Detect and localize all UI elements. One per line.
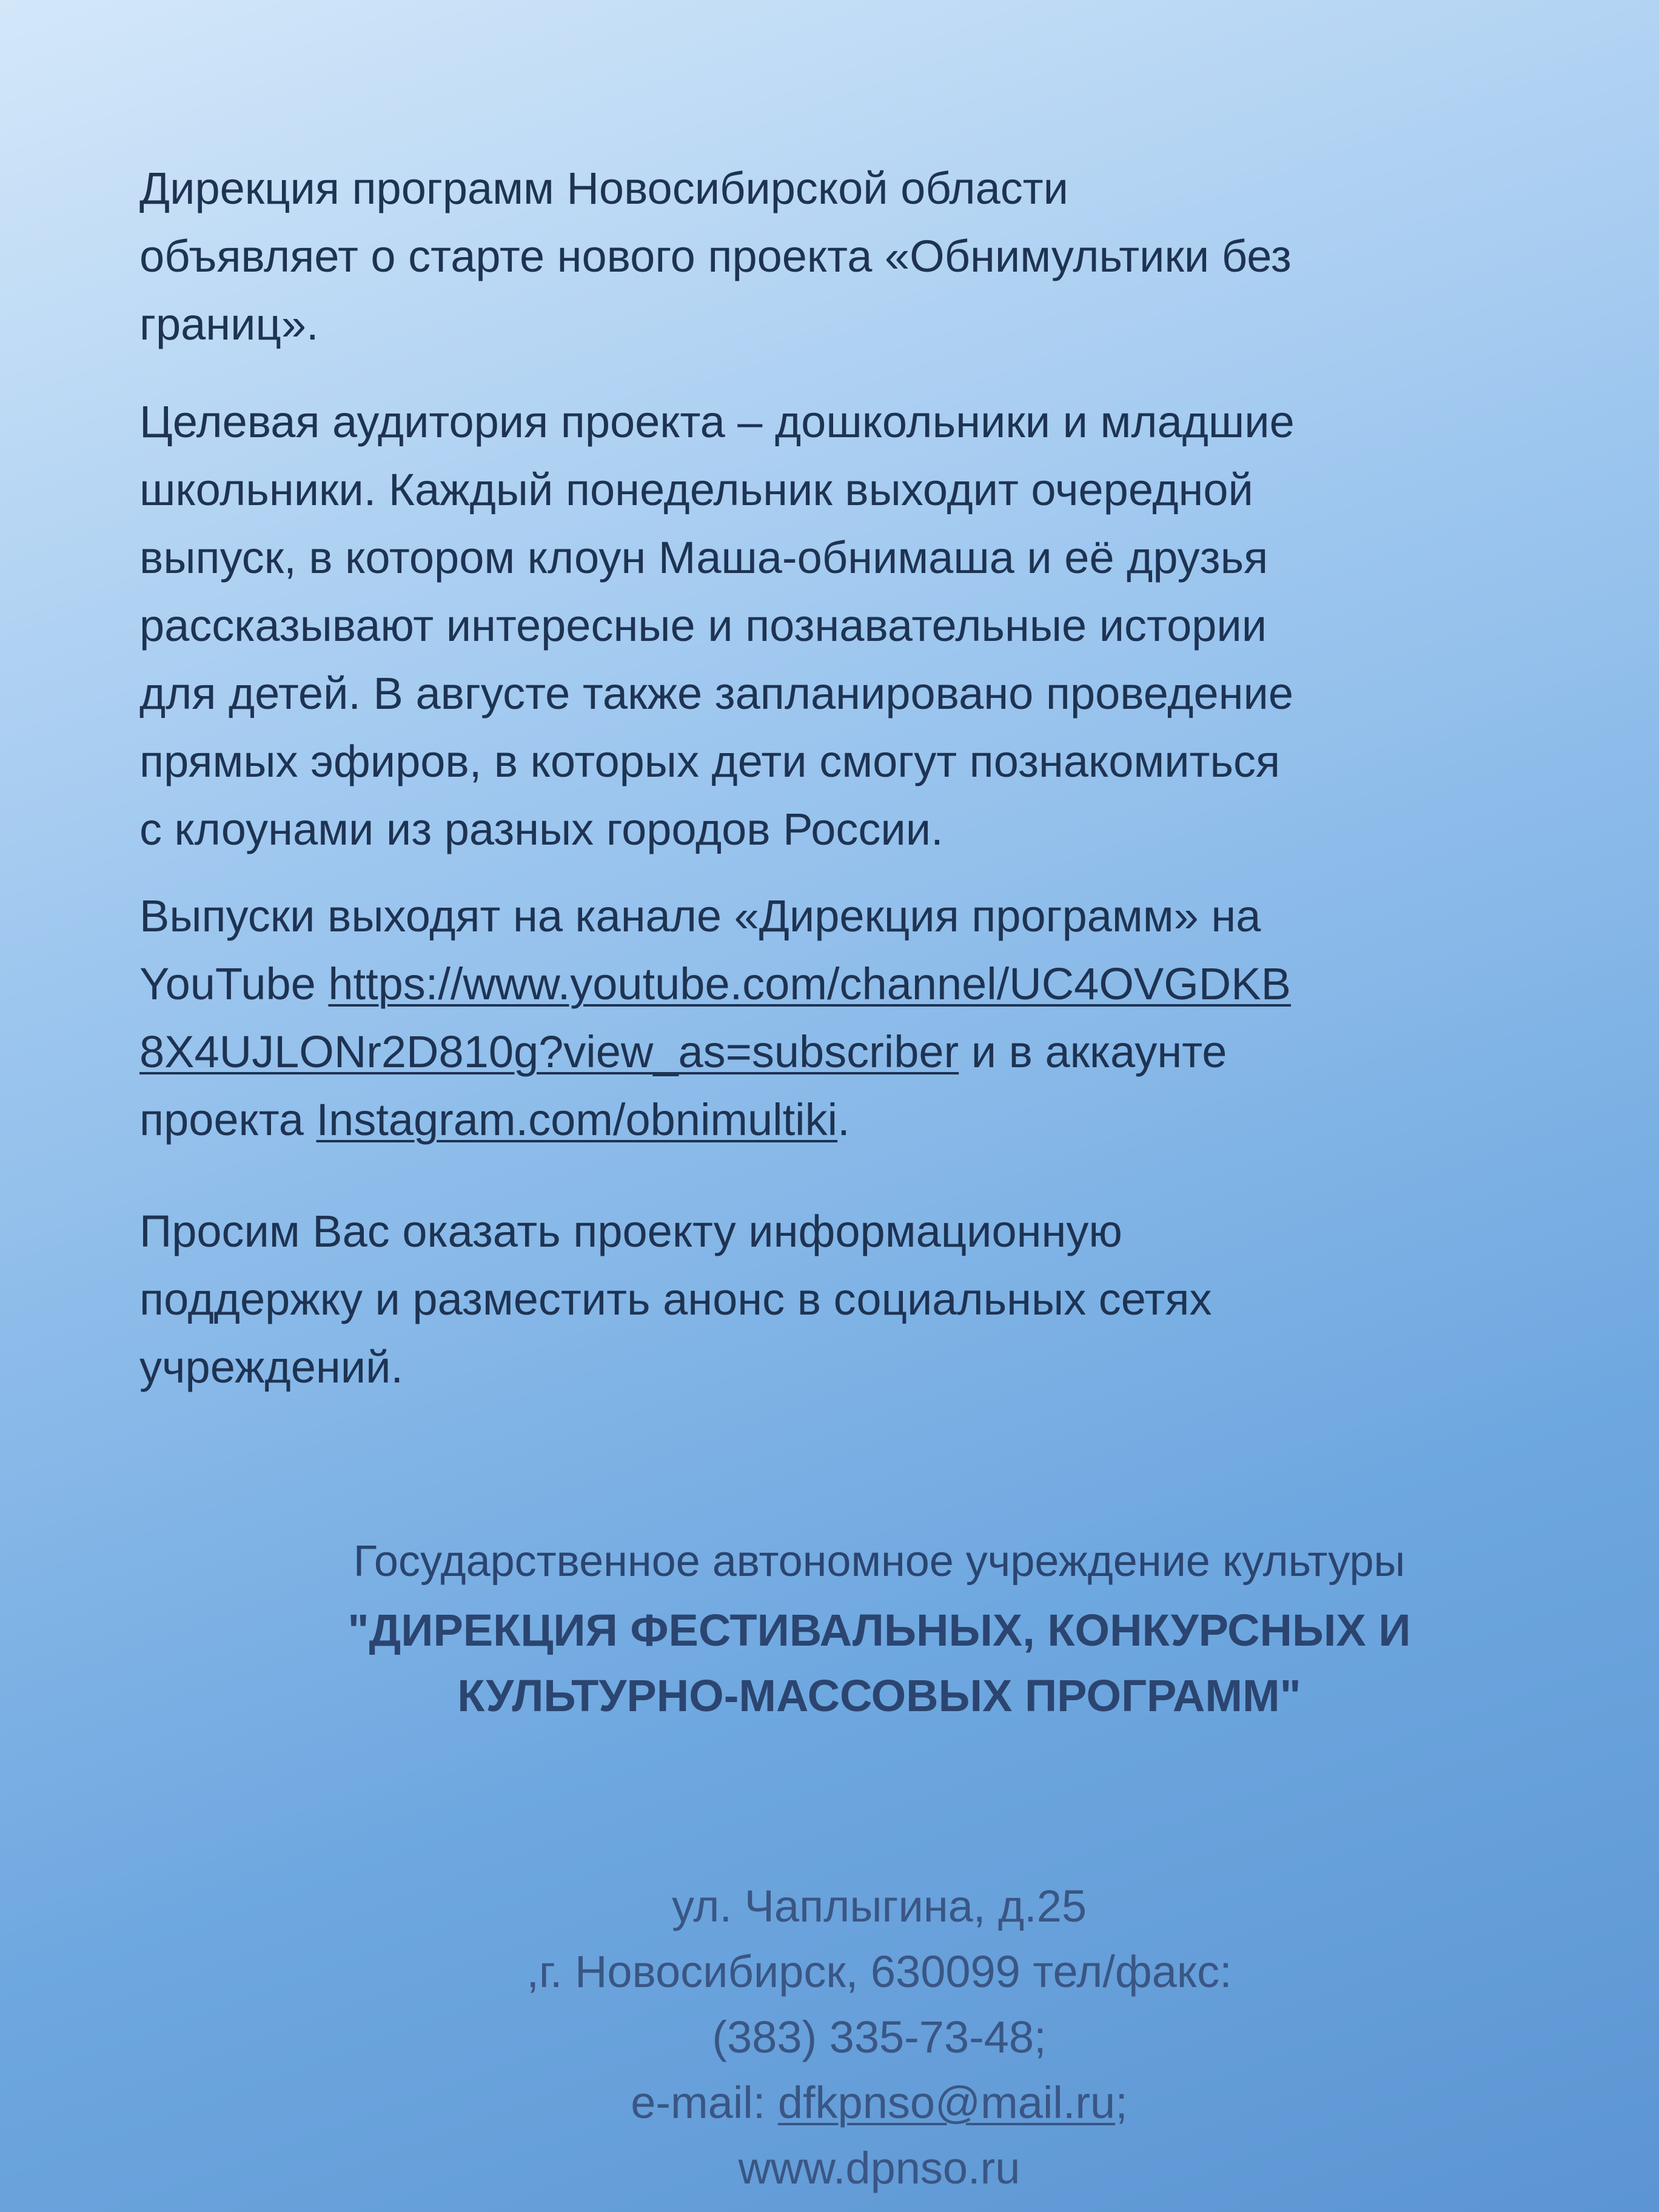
text-line: выпуск, в котором клоун Маша-обнимаша и её друзья: [139, 532, 1269, 583]
text-line: поддержку и разместить анонс в социальных сетях: [139, 1274, 1212, 1324]
text-fragment: ;: [1115, 2077, 1128, 2128]
text-fragment: .: [837, 1094, 850, 1145]
text-fragment: и в аккаунте: [959, 1027, 1227, 1077]
email-label: e-mail:: [631, 2077, 778, 2128]
text-line: с клоунами из разных городов России.: [139, 804, 943, 854]
email-link[interactable]: dfkpnso@mail.ru: [777, 2077, 1116, 2128]
text-line: Целевая аудитория проекта – дошкольники и младшие: [139, 397, 1295, 447]
text-line: школьники. Каждый понедельник выходит очередной: [139, 464, 1253, 515]
text-line: [139, 950, 1631, 1018]
address-city: ,г. Новосибирск, 630099 тел/факс:: [526, 1946, 1232, 1997]
youtube-link-continued[interactable]: 8X4UJLONr2D810g?view_as=subscriber: [139, 1027, 959, 1077]
text-line: объявляет о старте нового проекта «Обнимультики без: [139, 231, 1292, 281]
text-line: Дирекция программ Новосибирской области: [139, 163, 1068, 213]
text-line: границ».: [139, 299, 319, 349]
address-street: ул. Чаплыгина, д.25: [671, 1881, 1087, 1931]
text-line: прямых эфиров, в которых дети смогут познакомиться: [139, 736, 1281, 786]
instagram-link[interactable]: Instagram.com/obnimultiki: [316, 1094, 838, 1145]
phone-number: (383) 335-73-48;: [712, 2012, 1047, 2062]
website-link[interactable]: www.dpnso.ru: [738, 2143, 1021, 2193]
text-line: Просим Вас оказать проекту информационную: [139, 1206, 1122, 1256]
organization-name-line: "ДИРЕКЦИЯ ФЕСТИВАЛЬНЫХ, КОНКУРСНЫХ И: [347, 1605, 1411, 1655]
email-line: [424, 2070, 1334, 2136]
organization-type: Государственное автономное учреждение культуры: [353, 1537, 1406, 1586]
paragraph-channels: [139, 882, 1631, 1154]
text-line: рассказывают интересные и познавательные истории: [139, 600, 1267, 651]
paragraph-request: [139, 1198, 1631, 1401]
text-line: учреждений.: [139, 1342, 403, 1392]
contacts-block: [424, 1874, 1334, 2201]
text-line: для детей. В августе также запланировано проведение: [139, 668, 1293, 719]
organization-name: [176, 1598, 1583, 1729]
youtube-link[interactable]: https://www.youtube.com/channel/UC4OVGDKB: [328, 959, 1291, 1009]
text-line: Выпуски выходят на канале «Дирекция программ» на: [139, 891, 1261, 941]
text-line: [139, 1018, 1631, 1086]
paragraph-intro: [139, 155, 1631, 358]
text-line: [139, 1086, 1631, 1154]
text-fragment: проекта: [139, 1094, 317, 1145]
organization-name-line: КУЛЬТУРНО-МАССОВЫХ ПРОГРАММ": [457, 1671, 1301, 1721]
youtube-label: YouTube: [139, 959, 329, 1009]
paragraph-audience: [139, 388, 1631, 863]
